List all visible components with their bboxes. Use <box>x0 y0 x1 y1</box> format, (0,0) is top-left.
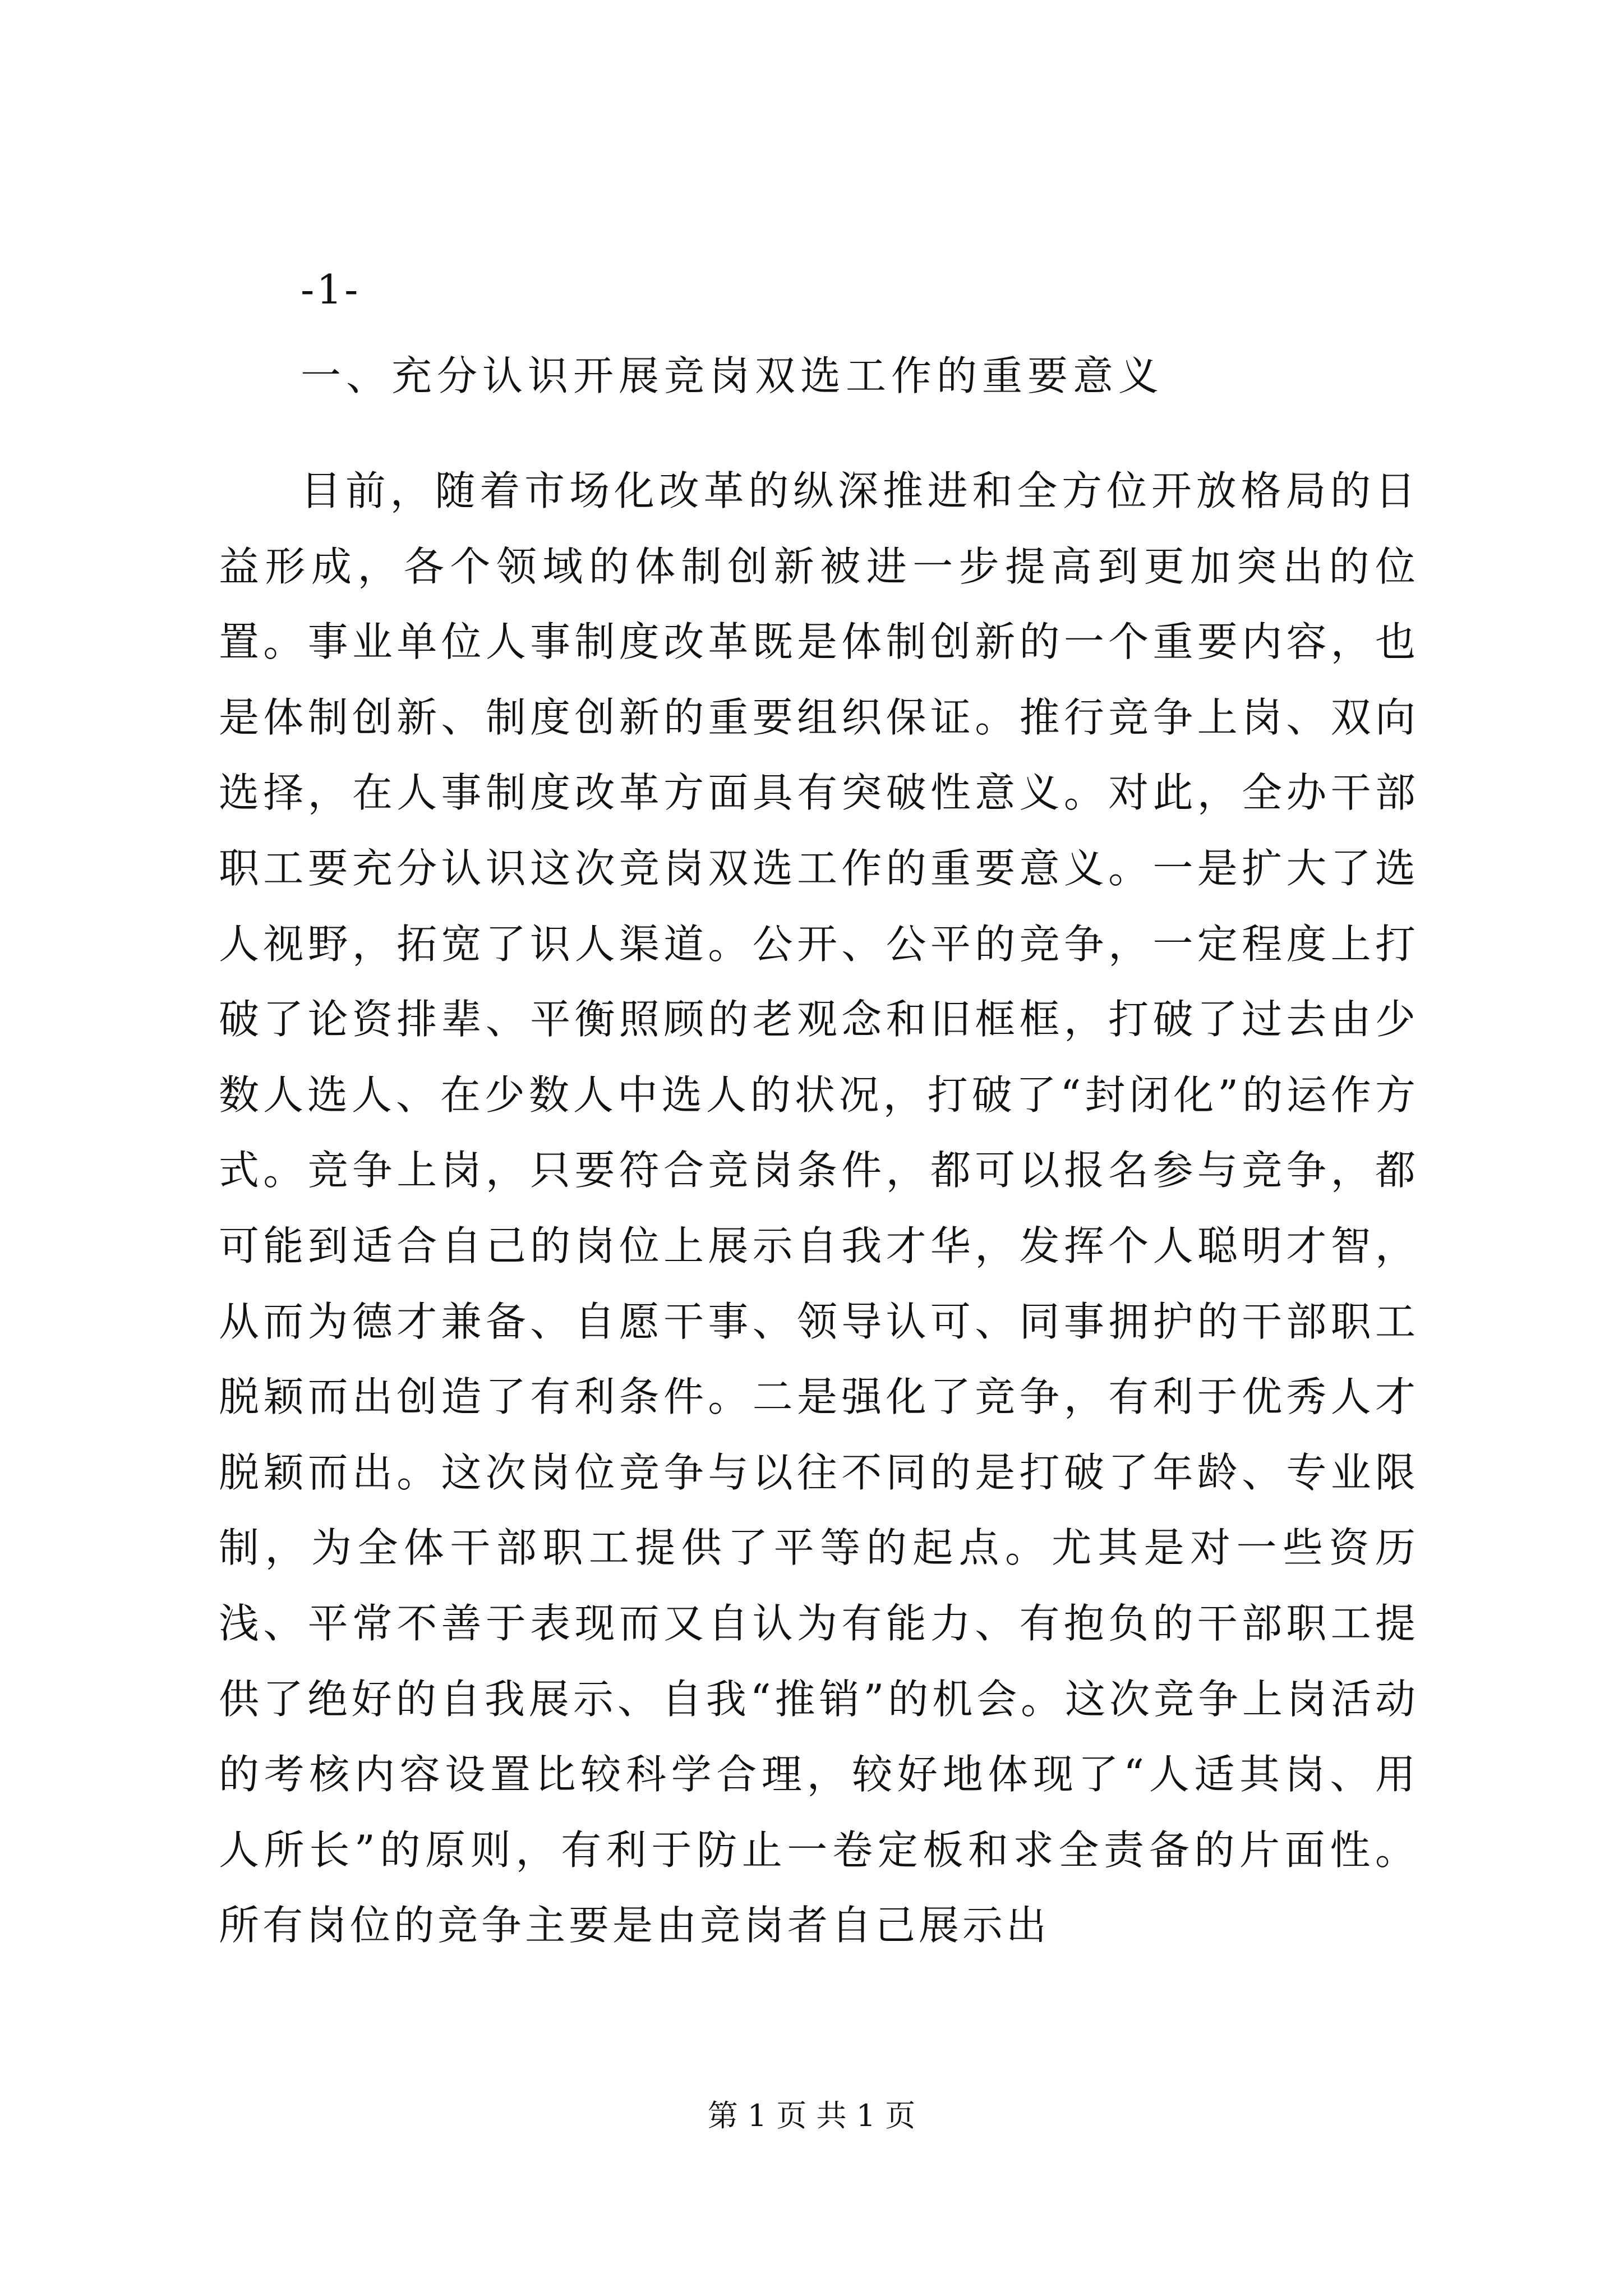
section-heading: 一、充分认识开展竞岗双选工作的重要意义 <box>301 352 1164 399</box>
page-footer: 第 1 页 共 1 页 <box>707 2098 916 2133</box>
page-marker: -1- <box>301 266 361 313</box>
body-paragraph: 目前，随着市场化改革的纵深推进和全方位开放格局的日益形成，各个领域的体制创新被进一步提高到更加突出的位置。事业单位人事制度改革既是体制创新的一个重要内容，也是体制创新、制度创新的重要组织保证。推行竞争上岗、双向选择，在人事制度改革方面具有突破性意义。对此，全办干部职工要充分认识这次竞岗双选工作的重要意义。一是扩大了选人视野，拓宽了识人渠道。公开、公平的竞争，一定程度上打破了论资排辈、平衡照顾的老观念和旧框框，打破了过去由少数人选人、在少数人中选人的状况，打破了“封闭化”的运作方式。竞争上岗，只要符合竞岗条件，都可以报名参与竞争，都可能到适合自己的岗位上展示自我才华，发挥个人聪明才智，从而为德才兼备、自愿干事、领导认可、同事拥护的干部职工脱颖而出创造了有利条件。二是强化了竞争，有利于优秀人才脱颖而出。这次岗位竞争与以往不同的是打破了年龄、专业限制，为全体干部职工提供了平等的起点。尤其是对一些资历浅、平常不善于表现而又自认为有能力、有抱负的干部职工提供了绝好的自我展示、自我“推销”的机会。这次竞争上岗活动的考核内容设置比较科学合理，较好地体现了“人适其岗、用人所长”的原则，有利于防止一卷定板和求全责备的片面性。所有岗位的竞争主要是由竞岗者自己展示出 <box>219 467 1419 1949</box>
